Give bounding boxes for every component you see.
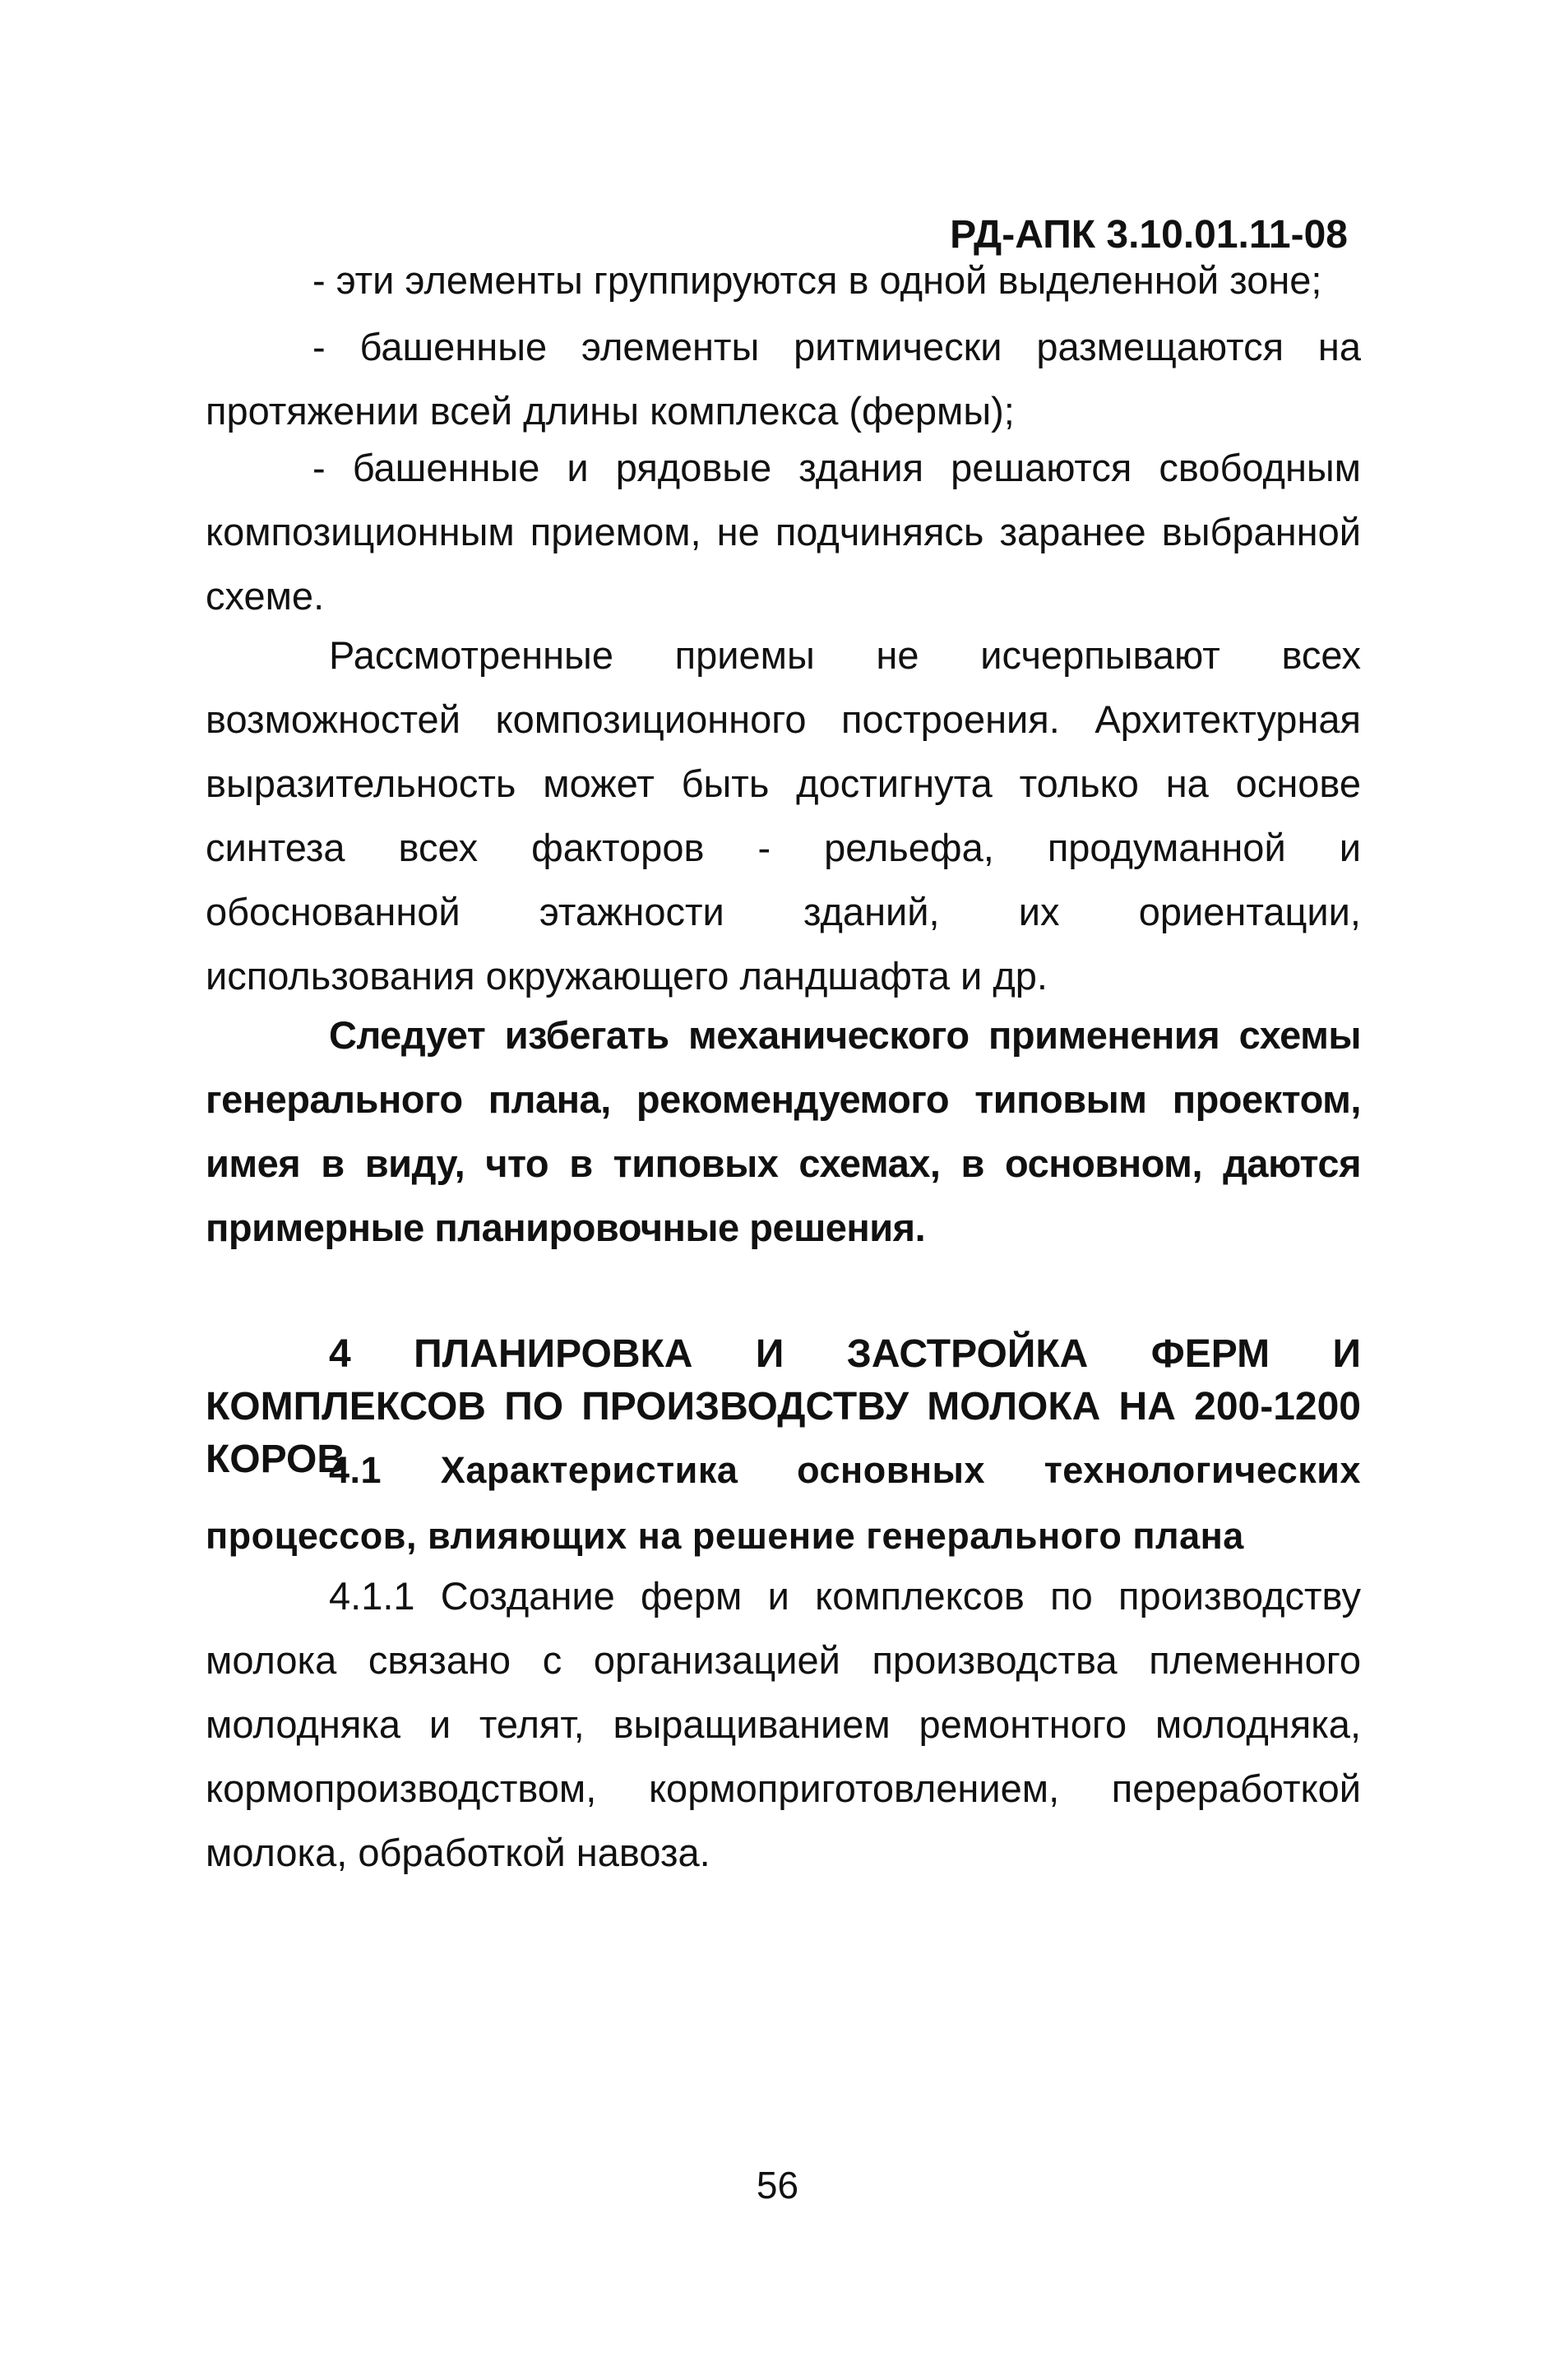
section-heading-4: 4 ПЛАНИРОВКА И ЗАСТРОЙКА ФЕРМ И КОМПЛЕКСОВ ПО ПРОИЗВОДСТВУ МОЛОКА НА 200-1200 КОРОВ <box>206 1332 1361 1481</box>
list-item-grouped-zone: - эти элементы группируются в одной выделенной зоне; <box>312 258 1322 302</box>
list-item-rhythmic-towers: - башенные элементы ритмически размещаются на протяжении всей длины комплекса (фермы); <box>206 325 1361 433</box>
paragraph-4-1-1: 4.1.1 Создание ферм и комплексов по производству молока связано с организацией производства племенного молодняка и телят, выращиванием ремонтного молодняка, кормопроизводством, кормоприготовлением, переработкой молока, обработкой навоза. <box>206 1574 1361 1874</box>
subsection-heading-4-1: 4.1 Характеристика основных технологических процессов, влияющих на решение генерального плана <box>206 1449 1361 1557</box>
paragraph-composition-methods: Рассмотренные приемы не исчерпывают всех возможностей композиционного построения. Архитектурная выразительность может быть достигнута только на основе синтеза всех факторов - рельефа, продуманной и обоснованной этажности зданий, их ориентации, использования окружающего ландшафта и др. <box>206 633 1361 998</box>
page-number: 56 <box>756 2164 799 2206</box>
list-item-free-composition: - башенные и рядовые здания решаются свободным композиционным приемом, не подчиняясь заранее выбранной схеме. <box>206 446 1361 618</box>
paragraph-avoid-mechanical: Следует избегать механического применения схемы генерального плана, рекомендуемого типовым проектом, имея в виду, что в типовых схемах, в основном, даются примерные планировочные решения. <box>206 1013 1361 1249</box>
document-code: РД-АПК 3.10.01.11-08 <box>950 213 1348 257</box>
